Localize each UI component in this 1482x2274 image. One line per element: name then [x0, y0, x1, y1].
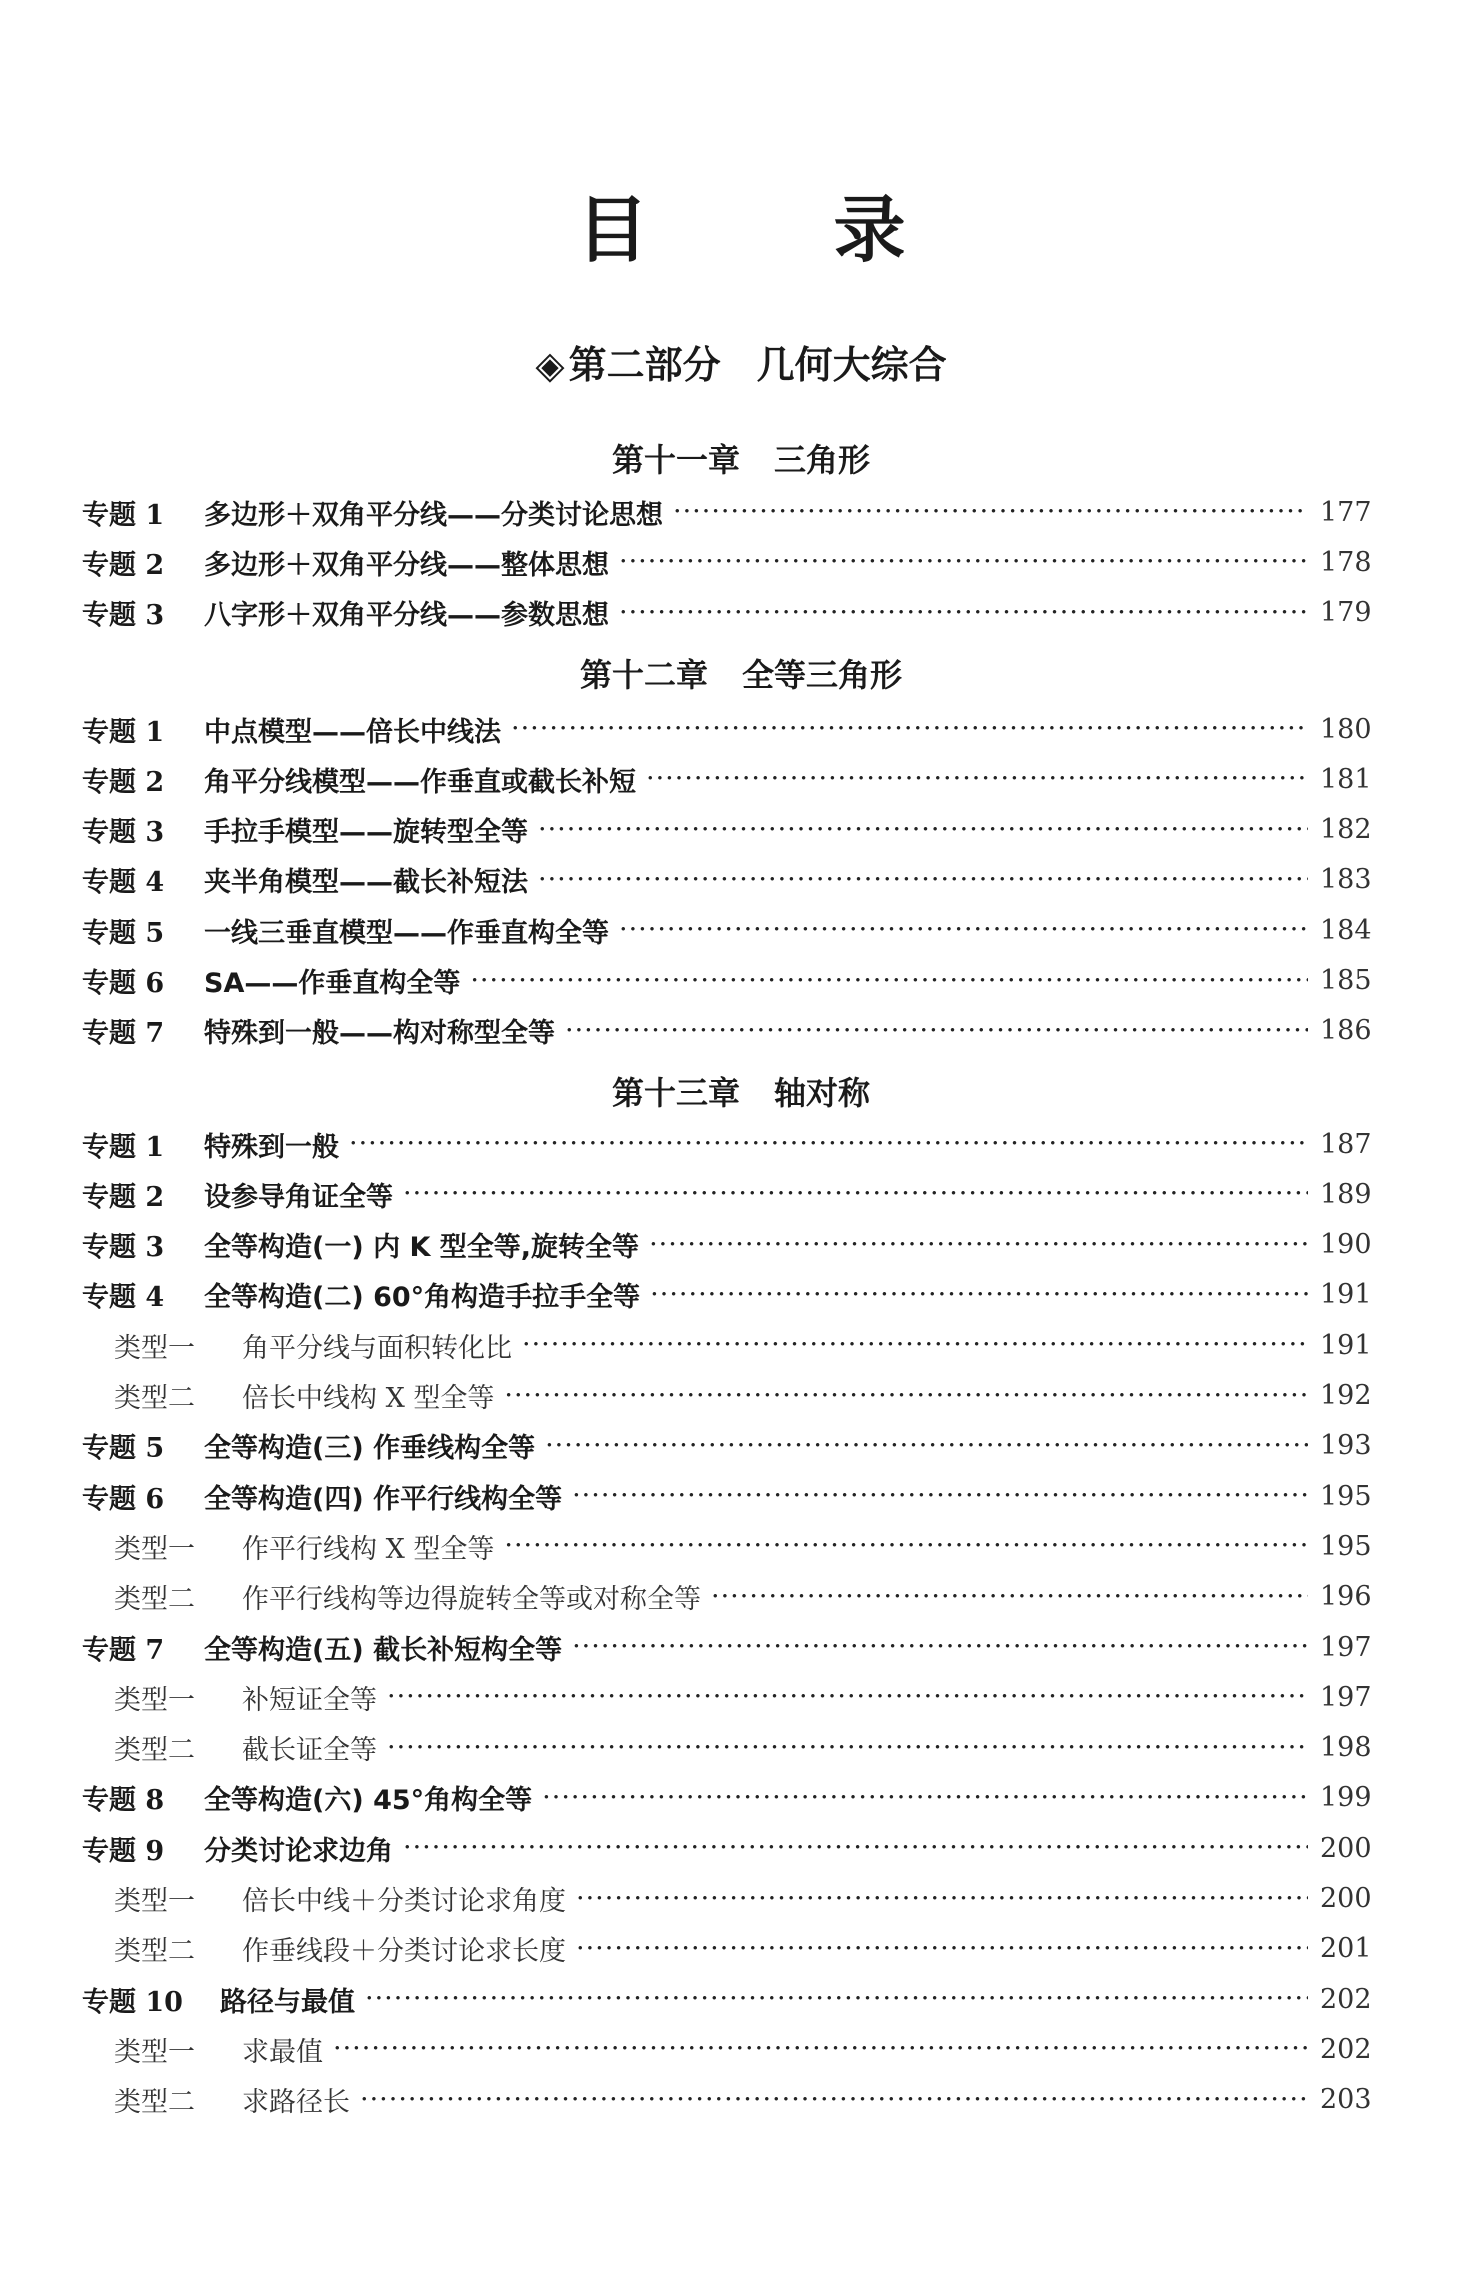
dot-leader	[576, 1924, 1308, 1974]
entry-label: 专题 8	[82, 1785, 165, 1817]
entry-page-number: 183	[1320, 864, 1372, 896]
entry-page-number: 193	[1320, 1430, 1372, 1462]
entry-page-number: 189	[1320, 1178, 1372, 1210]
entry-title: 多边形＋双角平分线——分类讨论思想	[204, 499, 663, 531]
toc-entry[interactable]	[82, 1169, 1370, 1219]
dot-leader	[504, 1521, 1308, 1571]
entry-page-number: 178	[1320, 546, 1372, 578]
entry-label: 专题 6	[82, 1483, 165, 1515]
entry-page-number: 196	[1320, 1581, 1372, 1613]
entry-title: 设参导角证全等	[204, 1181, 393, 1213]
dot-leader	[619, 905, 1308, 955]
chapter-heading	[0, 435, 1482, 485]
entry-title: 全等构造(五) 截长补短构全等	[204, 1634, 563, 1666]
entry-label: 专题 7	[82, 1018, 165, 1050]
toc-entry[interactable]	[82, 1622, 1370, 1672]
entry-title: 倍长中线构 X 型全等	[242, 1383, 495, 1414]
dot-leader	[403, 1169, 1308, 1219]
dot-leader	[522, 1320, 1308, 1370]
entry-label: 专题 2	[82, 766, 165, 798]
entry-page-number: 195	[1320, 1530, 1372, 1562]
chapter-heading	[0, 1068, 1482, 1118]
toc-entry[interactable]	[82, 1006, 1370, 1056]
dot-leader	[576, 1874, 1308, 1924]
toc-entry[interactable]	[82, 905, 1370, 955]
entry-page-number: 191	[1320, 1329, 1372, 1361]
entry-title: 多边形＋双角平分线——整体思想	[204, 549, 609, 581]
entry-page-number: 197	[1320, 1681, 1372, 1713]
dot-leader	[387, 1672, 1308, 1722]
entry-title: 求最值	[242, 2036, 323, 2068]
entry-page-number: 192	[1320, 1380, 1372, 1411]
entry-label: 类型一	[114, 1886, 195, 1917]
entry-label: 类型一	[114, 1533, 195, 1565]
entry-title: 求路径长	[242, 2087, 350, 2119]
toc-entry[interactable]	[82, 1270, 1370, 1320]
dot-leader	[504, 1371, 1308, 1421]
dot-leader	[545, 1421, 1308, 1471]
dot-leader	[542, 1773, 1308, 1823]
entry-label: 专题 7	[82, 1634, 165, 1666]
chapter-subtitle: 三角形	[774, 441, 871, 479]
entry-title: 倍长中线＋分类讨论求角度	[242, 1886, 566, 1917]
entry-label: 专题 3	[82, 1232, 165, 1264]
entry-label: 专题 4	[82, 1282, 165, 1314]
part-heading	[0, 335, 1482, 395]
chapter-name: 第十二章	[579, 656, 708, 694]
page-title: 目 录	[576, 187, 986, 272]
entry-title: 手拉手模型——旋转型全等	[204, 817, 528, 849]
entry-label: 类型二	[114, 1936, 195, 1968]
entry-label: 类型二	[114, 2087, 195, 2119]
entry-page-number: 202	[1320, 1983, 1372, 2015]
toc-subentry[interactable]	[114, 1572, 1370, 1622]
entry-page-number: 182	[1320, 814, 1372, 846]
entry-page-number: 184	[1320, 914, 1372, 946]
toc-entry[interactable]	[82, 1974, 1370, 2024]
dot-leader	[649, 1220, 1308, 1270]
dot-leader	[572, 1471, 1308, 1521]
toc-subentry[interactable]	[114, 1924, 1370, 1974]
entry-label: 专题 1	[82, 499, 165, 531]
dot-leader	[711, 1572, 1308, 1622]
entry-label: 类型一	[114, 1684, 195, 1716]
entry-page-number: 187	[1320, 1128, 1372, 1160]
entry-label: 专题 10	[82, 1986, 183, 2018]
entry-label: 专题 5	[82, 917, 165, 949]
toc-entry[interactable]	[82, 704, 1370, 754]
entry-title: 作平行线构 X 型全等	[242, 1533, 495, 1565]
entry-title: 全等构造(四) 作平行线构全等	[204, 1483, 563, 1515]
entry-label: 专题 3	[82, 600, 165, 632]
chapter-name: 第十三章	[611, 1074, 740, 1112]
entry-title: 八字形＋双角平分线——参数思想	[204, 600, 609, 632]
entry-title: 中点模型——倍长中线法	[204, 716, 501, 748]
entry-title: 角平分线与面积转化比	[242, 1332, 512, 1364]
part-name: 第二部分	[568, 343, 721, 387]
toc-entry[interactable]	[82, 1471, 1370, 1521]
toc-entry[interactable]	[82, 1220, 1370, 1270]
entry-label: 专题 2	[82, 549, 165, 581]
entry-page-number: 191	[1320, 1279, 1372, 1311]
toc-entry[interactable]	[82, 1773, 1370, 1823]
entry-title: 作垂线段＋分类讨论求长度	[242, 1936, 566, 1968]
toc-subentry[interactable]	[114, 1371, 1370, 1421]
entry-label: 专题 2	[82, 1181, 165, 1213]
dot-leader	[619, 537, 1308, 587]
entry-title: 全等构造(二) 60°角构造手拉手全等	[204, 1282, 641, 1314]
dot-leader	[619, 588, 1308, 638]
toc-entry[interactable]	[82, 754, 1370, 804]
toc-entry[interactable]	[82, 487, 1370, 537]
entry-page-number: 197	[1320, 1631, 1372, 1663]
entry-title: 路径与最值	[220, 1986, 355, 2018]
entry-page-number: 179	[1320, 597, 1372, 629]
entry-label: 专题 4	[82, 867, 165, 899]
toc-entry[interactable]	[82, 1421, 1370, 1471]
entry-label: 专题 3	[82, 817, 165, 849]
dot-leader	[403, 1823, 1308, 1873]
entry-label: 专题 5	[82, 1433, 165, 1465]
toc-entry[interactable]	[82, 956, 1370, 1006]
toc-entry[interactable]	[82, 805, 1370, 855]
toc-subentry[interactable]	[114, 2075, 1370, 2125]
toc-entry[interactable]	[82, 855, 1370, 905]
entry-page-number: 186	[1320, 1015, 1372, 1047]
entry-page-number: 185	[1320, 965, 1372, 996]
entry-page-number: 201	[1320, 1933, 1372, 1965]
dot-leader	[387, 1723, 1308, 1773]
entry-title: 全等构造(六) 45°角构全等	[204, 1785, 533, 1817]
dot-leader	[333, 2024, 1308, 2074]
toc-subentry[interactable]	[114, 1723, 1370, 1773]
diamond-icon: ◈	[535, 343, 565, 387]
entry-label: 专题 9	[82, 1835, 165, 1867]
dot-leader	[511, 704, 1308, 754]
dot-leader	[565, 1006, 1308, 1056]
dot-leader	[538, 805, 1308, 855]
entry-page-number: 202	[1320, 2033, 1372, 2065]
dot-leader	[365, 1974, 1308, 2024]
entry-title: 夹半角模型——截长补短法	[204, 867, 528, 899]
entry-title: 截长证全等	[242, 1735, 377, 1767]
entry-label: 专题 1	[82, 716, 165, 748]
entry-label: 类型二	[114, 1735, 195, 1767]
toc-entry[interactable]	[82, 588, 1370, 638]
dot-leader	[470, 956, 1308, 1006]
entry-title: 角平分线模型——作垂直或截长补短	[204, 766, 636, 798]
entry-page-number: 195	[1320, 1480, 1372, 1512]
entry-title: 特殊到一般	[204, 1131, 339, 1163]
dot-leader	[538, 855, 1308, 905]
entry-page-number: 200	[1320, 1883, 1372, 1914]
toc-subentry[interactable]	[114, 1874, 1370, 1924]
dot-leader	[650, 1270, 1308, 1320]
dot-leader	[572, 1622, 1308, 1672]
chapter-subtitle: 轴对称	[774, 1074, 871, 1112]
entry-title: 全等构造(三) 作垂线构全等	[204, 1433, 536, 1465]
entry-label: 专题 1	[82, 1131, 165, 1163]
dot-leader	[349, 1119, 1308, 1169]
dot-leader	[360, 2075, 1308, 2125]
entry-page-number: 198	[1320, 1732, 1372, 1764]
entry-page-number: 200	[1320, 1832, 1372, 1864]
entry-page-number: 180	[1320, 713, 1372, 745]
toc-entry[interactable]	[82, 1119, 1370, 1169]
entry-page-number: 190	[1320, 1229, 1372, 1261]
entry-title: 全等构造(一) 内 K 型全等,旋转全等	[204, 1232, 640, 1264]
entry-page-number: 199	[1320, 1782, 1372, 1814]
chapter-subtitle: 全等三角形	[742, 656, 903, 694]
chapter-name: 第十一章	[611, 441, 740, 479]
dot-leader	[673, 487, 1308, 537]
chapter-heading	[0, 650, 1482, 700]
entry-label: 专题 6	[82, 968, 165, 999]
toc-subentry[interactable]	[114, 2024, 1370, 2074]
toc-subentry[interactable]	[114, 1320, 1370, 1370]
entry-title: 特殊到一般——构对称型全等	[204, 1018, 555, 1050]
entry-label: 类型二	[114, 1383, 195, 1414]
entry-label: 类型二	[114, 1584, 195, 1616]
entry-title: 一线三垂直模型——作垂直构全等	[204, 917, 609, 949]
toc-entry[interactable]	[82, 537, 1370, 587]
part-subtitle: 几何大综合	[756, 343, 947, 387]
toc-subentry[interactable]	[114, 1521, 1370, 1571]
entry-title: 分类讨论求边角	[204, 1835, 393, 1867]
entry-page-number: 181	[1320, 763, 1372, 795]
entry-page-number: 177	[1320, 496, 1372, 528]
entry-label: 类型一	[114, 2036, 195, 2068]
entry-title: SA——作垂直构全等	[204, 968, 461, 999]
entry-title: 作平行线构等边得旋转全等或对称全等	[242, 1584, 701, 1616]
entry-page-number: 203	[1320, 2084, 1372, 2116]
entry-label: 类型一	[114, 1332, 195, 1364]
toc-subentry[interactable]	[114, 1672, 1370, 1722]
entry-title: 补短证全等	[242, 1684, 377, 1716]
toc-entry[interactable]	[82, 1823, 1370, 1873]
dot-leader	[646, 754, 1308, 804]
